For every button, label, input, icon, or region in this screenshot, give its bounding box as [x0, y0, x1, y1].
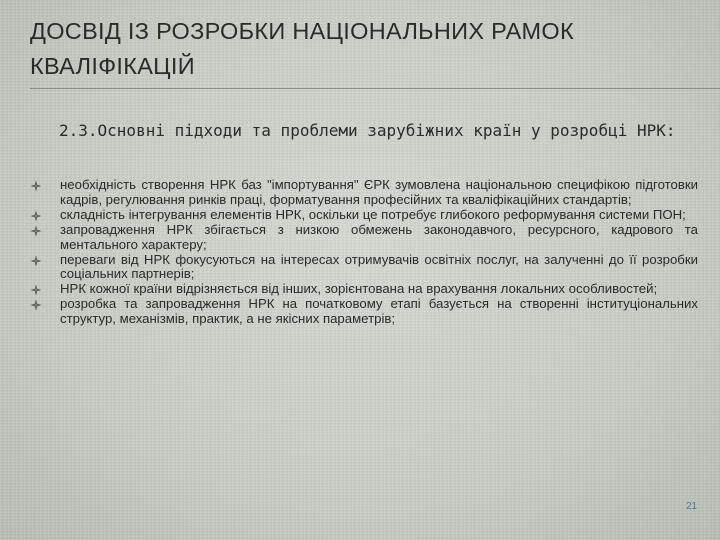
four-petal-diamond-icon: [30, 210, 42, 222]
bullet-item: [30, 223, 698, 253]
bullet-text: НРК кожної країни відрізняється від інших, зорієнтована на врахування локальних особливостей;: [60, 281, 658, 297]
bullet-item: [30, 208, 698, 223]
slide-title: ДОСВІД ІЗ РОЗРОБКИ НАЦІОНАЛЬНИХ РАМОК КВАЛІФІКАЦІЙ: [30, 18, 574, 79]
bullet-item: [30, 297, 698, 327]
four-petal-diamond-icon: [30, 225, 42, 237]
title-divider: [30, 88, 720, 89]
bullet-text: розробка та запровадження НРК на початковому етапі базується на створенні інституціональних структур, механізмів, практик, а не якісних параметрів;: [60, 296, 698, 327]
bullet-text: складність інтегрування елементів НРК, оскільки це потребує глибокого реформування системи ПОН;: [60, 206, 686, 222]
four-petal-diamond-icon: [30, 299, 42, 311]
bullet-text: переваги від НРК фокусуються на інтересах отримувачів освітніх послуг, на залученні до її розробки соціальних партнерів;: [60, 251, 698, 282]
slide-subtitle: 2.3.Основні підходи та проблеми зарубіжних країн у розробці НРК:: [59, 121, 676, 140]
page-number: 21: [686, 501, 698, 512]
bullet-item: [30, 178, 698, 208]
bullet-text: запровадження НРК збігається з низкою обмежень законодавчого, ресурсного, кадрового та ментального характеру;: [60, 221, 698, 252]
four-petal-diamond-icon: [30, 255, 42, 267]
bullet-item: [30, 282, 698, 297]
four-petal-diamond-icon: [30, 284, 42, 296]
four-petal-diamond-icon: [30, 180, 42, 192]
bullet-text: необхідність створення НРК баз "імпортування" ЄРК зумовлена національною специфікою підготовки кадрів, регулювання ринків праці, форматування професійних та кваліфікаційних стандартів;: [60, 177, 698, 207]
bullet-list: [30, 178, 698, 327]
bullet-item: [30, 253, 698, 283]
